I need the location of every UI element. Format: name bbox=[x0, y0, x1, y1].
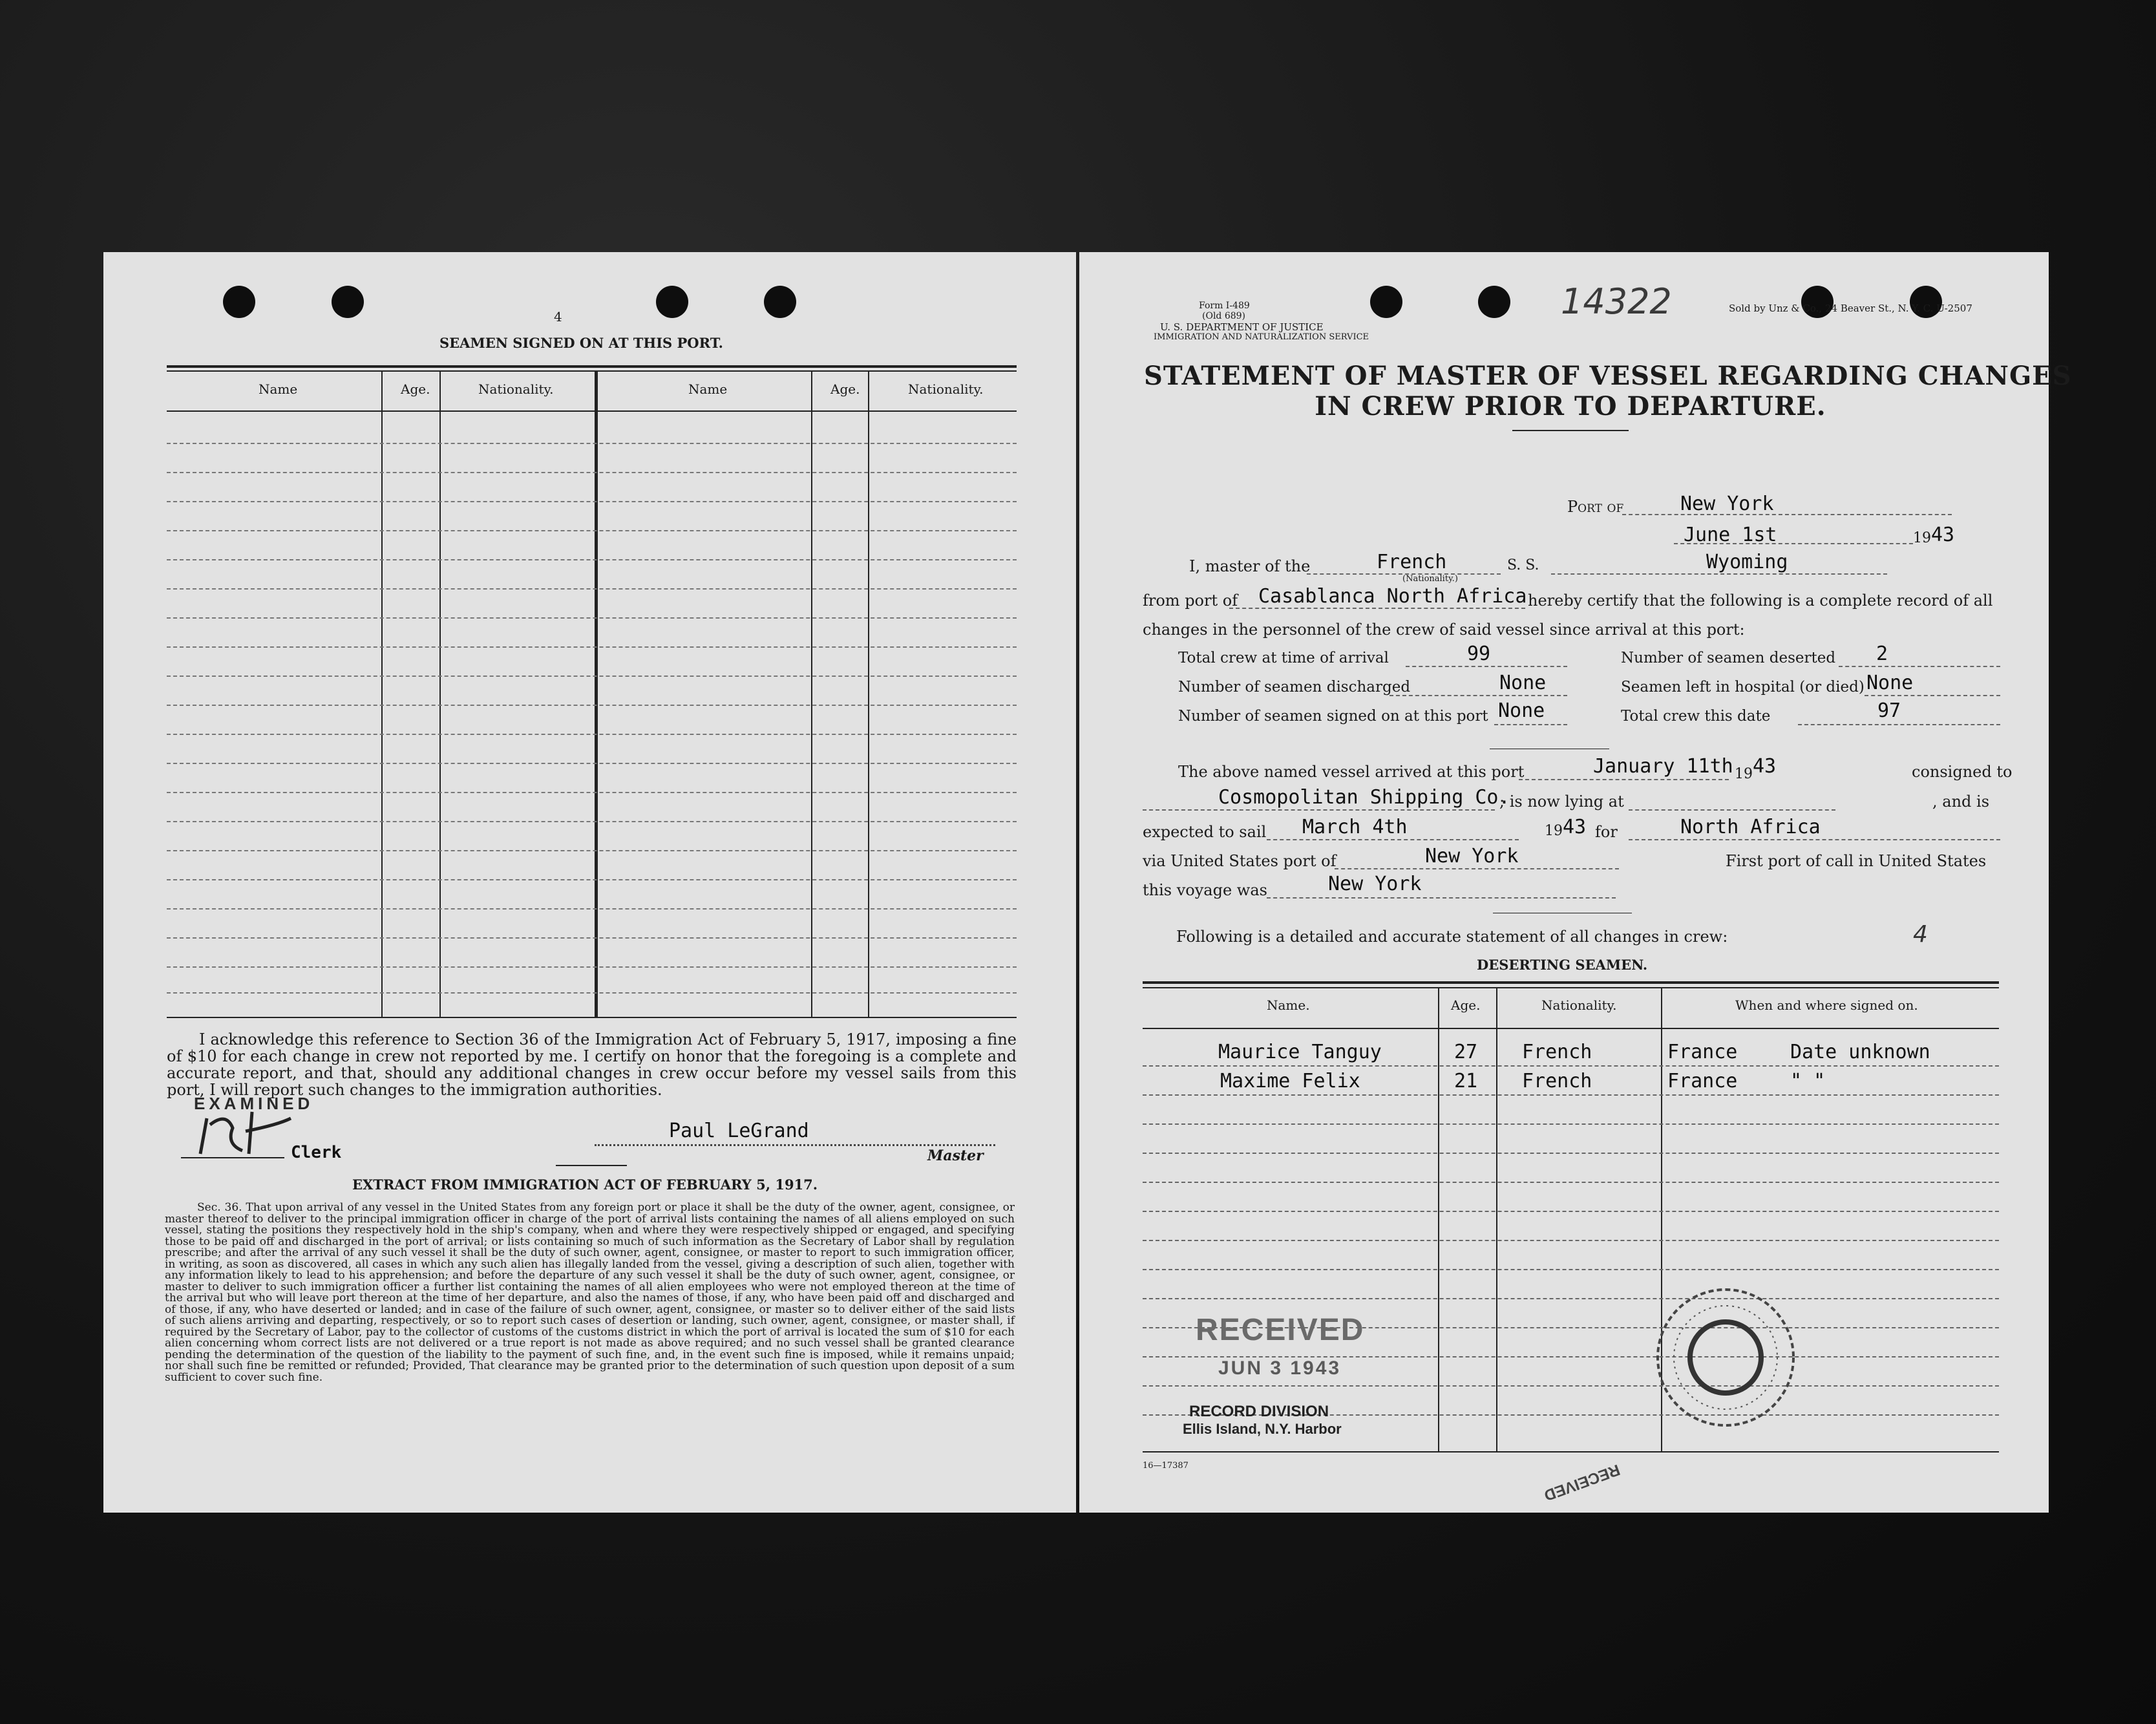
clerk-signature-line bbox=[181, 1157, 284, 1158]
master-of-label: I, master of the bbox=[1189, 557, 1311, 575]
table-bottom-rule bbox=[1143, 1451, 1999, 1453]
table-row bbox=[1143, 1385, 1999, 1387]
date-value: June 1st bbox=[1684, 524, 1777, 546]
column-divider bbox=[595, 370, 598, 1017]
table-row bbox=[167, 821, 1017, 822]
sail-year-prefix: 19 bbox=[1545, 823, 1563, 839]
port-field-line bbox=[1622, 514, 1952, 515]
total-crew-arrival-value: 99 bbox=[1467, 643, 1491, 665]
arrival-date-line bbox=[1519, 779, 1729, 780]
form-old-number: (Old 689) bbox=[1202, 311, 1246, 321]
field-line bbox=[1494, 724, 1567, 725]
expected-label: expected to sail bbox=[1143, 823, 1267, 841]
master-label: Master bbox=[927, 1147, 984, 1164]
punch-hole bbox=[764, 286, 796, 318]
table-row bbox=[167, 850, 1017, 851]
table-top-rule bbox=[167, 365, 1017, 368]
table-row bbox=[167, 501, 1017, 502]
deserter-name: Maurice Tanguy bbox=[1218, 1041, 1382, 1063]
voyage-label: this voyage was bbox=[1143, 881, 1267, 899]
table-row bbox=[1143, 1269, 1999, 1270]
deserter-date: Date unknown bbox=[1790, 1041, 1930, 1063]
column-divider bbox=[811, 370, 812, 1017]
year-value: 43 bbox=[1931, 524, 1955, 546]
for-label: for bbox=[1595, 823, 1618, 841]
from-port-field-line bbox=[1229, 608, 1525, 609]
sail-date-value: March 4th bbox=[1302, 816, 1408, 838]
table-top-rule bbox=[1143, 987, 1999, 988]
deserting-title: DESERTING SEAMEN. bbox=[1477, 957, 1648, 973]
examined-stamp: EXAMINED bbox=[194, 1094, 314, 1113]
received-rotated-stamp: RECEIVED bbox=[1541, 1460, 1622, 1504]
column-header-name: Name. bbox=[1267, 997, 1310, 1013]
column-header-name: Name bbox=[259, 381, 298, 397]
table-row bbox=[1143, 1123, 1999, 1125]
punch-hole bbox=[332, 286, 364, 318]
first-port-value: New York bbox=[1328, 873, 1422, 895]
deserter-age: 27 bbox=[1454, 1041, 1478, 1063]
clerk-initials-signature bbox=[181, 1099, 297, 1164]
table-row bbox=[167, 443, 1017, 444]
field-line bbox=[1798, 724, 2000, 725]
lying-at-line bbox=[1629, 809, 1835, 811]
table-header-rule bbox=[167, 410, 1017, 412]
column-header-age: Age. bbox=[401, 381, 430, 397]
destination-line bbox=[1629, 839, 2000, 840]
left-page bbox=[103, 252, 1076, 1513]
column-header-age: Age. bbox=[1451, 997, 1481, 1013]
discharged-label: Number of seamen discharged bbox=[1178, 679, 1411, 696]
arrival-year-prefix: 19 bbox=[1735, 766, 1753, 782]
signed-on-value: None bbox=[1498, 699, 1545, 722]
punch-hole bbox=[656, 286, 688, 318]
arrival-year-value: 43 bbox=[1753, 755, 1777, 778]
table-row bbox=[1143, 1240, 1999, 1241]
vessel-field-line bbox=[1551, 573, 1887, 575]
table-top-rule bbox=[167, 370, 1017, 372]
circular-seal-stamp bbox=[1648, 1280, 1803, 1435]
vessel-name: Wyoming bbox=[1706, 551, 1788, 573]
extract-title: EXTRACT FROM IMMIGRATION ACT OF FEBRUARY 5, 1917. bbox=[352, 1176, 818, 1193]
column-header-nationality: Nationality. bbox=[478, 381, 554, 397]
table-row bbox=[167, 966, 1017, 968]
column-header-signed-on: When and where signed on. bbox=[1735, 997, 1918, 1013]
deserter-place: France bbox=[1667, 1041, 1738, 1063]
master-signature-line bbox=[595, 1144, 995, 1146]
nationality-value: French bbox=[1377, 551, 1447, 573]
field-line bbox=[1390, 695, 1567, 696]
first-port-line bbox=[1267, 897, 1616, 899]
punch-hole bbox=[1370, 286, 1402, 318]
deserter-nationality: French bbox=[1522, 1070, 1592, 1092]
hospital-value: None bbox=[1866, 672, 1914, 694]
and-is-label: , and is bbox=[1932, 793, 1990, 811]
form-title-line2: IN CREW PRIOR TO DEPARTURE. bbox=[1315, 391, 1826, 421]
arrived-label: The above named vessel arrived at this port bbox=[1178, 763, 1525, 781]
title-underline bbox=[1512, 430, 1629, 431]
column-divider bbox=[381, 370, 383, 1017]
deserter-date: " " bbox=[1790, 1070, 1826, 1092]
ellis-island-stamp: Ellis Island, N.Y. Harbor bbox=[1183, 1421, 1342, 1437]
via-port-value: New York bbox=[1425, 845, 1519, 867]
table-row bbox=[1143, 1153, 1999, 1154]
field-line bbox=[1865, 695, 2000, 696]
consignee-line bbox=[1143, 809, 1495, 811]
total-crew-arrival-label: Total crew at time of arrival bbox=[1178, 650, 1389, 666]
deserted-label: Number of seamen deserted bbox=[1621, 650, 1836, 666]
table-row bbox=[167, 472, 1017, 473]
page-number: 4 bbox=[554, 309, 562, 325]
table-row bbox=[167, 763, 1017, 764]
table-row bbox=[1143, 1211, 1999, 1212]
table-row bbox=[167, 559, 1017, 560]
column-divider bbox=[868, 370, 869, 1017]
column-divider bbox=[1438, 987, 1439, 1453]
deserted-value: 2 bbox=[1876, 643, 1888, 665]
section-title: SEAMEN SIGNED ON AT THIS PORT. bbox=[439, 335, 723, 351]
printer-credit: Sold by Unz & Co., 24 Beaver St., N. Y. C. U-2507 bbox=[1729, 303, 1972, 314]
column-divider bbox=[1496, 987, 1497, 1453]
changes-text: changes in the personnel of the crew of said vessel since arrival at this port: bbox=[1143, 621, 1745, 639]
ss-label: S. S. bbox=[1507, 557, 1539, 573]
column-divider bbox=[439, 370, 441, 1017]
column-header-age: Age. bbox=[830, 381, 860, 397]
following-text: Following is a detailed and accurate statement of all changes in crew: bbox=[1176, 928, 1728, 946]
extract-text: Sec. 36. That upon arrival of any vessel in the United States from any foreign port or place it shall be the duty of the owner, agent, consignee, or master thereof to deliver to the principal immigration officer in charge of the port of arrival lists containing the names of all aliens employed on such vessel, stating the positions they respectively hold in the ship's company, when and where they were respectively shipped or engaged, and specifying those to be paid off and discharged in the port of arrival; or lists containing so much of such information as the Secretary of Labor shall by regulation prescribe; and after the arrival of any such vessel it shall be the duty of such owner, agent, consignee, or master to report to such immigration officer, in writing, as soon as discovered, all cases in which any such alien has illegally landed from the vessel, giving a description of such alien, together with any information likely to lead to his apprehension; and before the departure of any such vessel it shall be the duty of such owner, agent, consignee, or master to deliver to such immigration officer a further list containing the names of all alien employees who were not employed thereon at the time of the arrival but who will leave port thereon at the time of her departure, and also the names of those, if any, who have been paid off and discharged and of those, if any, who have deserted or landed; and in case of the failure of such owner, agent, consignee, or master so to deliver either of the said lists of such aliens arriving and departing, respectively, or so to report such cases of desertion or landing, such owner, agent, consignee, or master shall, if required by the Secretary of Labor, pay to the collector of customs of the customs district in which the port of arrival is located the sum of $10 for each alien concerning whom correct lists are not delivered or a true report is not made as above required; and no such vessel shall be granted clearance pending the determination of the question of the liability to the payment of such fine, and, in the event such fine is imposed, while it remains unpaid; nor shall such fine be remitted or refunded; Provided, That clearance may be granted prior to the determination of such question upon deposit of a sum sufficient to cover such fine. bbox=[165, 1201, 1015, 1384]
hospital-label: Seamen left in hospital (or died) bbox=[1621, 679, 1865, 696]
via-port-label: via United States port of bbox=[1143, 852, 1337, 870]
table-row bbox=[167, 676, 1017, 677]
acknowledgment-text: I acknowledge this reference to Section 36 of the Immigration Act of February 5, 1917, imposing a fine of $10 for each change in crew not reported by me. I certify on honor that the foregoing is a complete and accurate report, and that, should any additional changes in crew occur before my vessel sails from this port, I will report such changes to the immigration authorities. bbox=[167, 1030, 1017, 1099]
table-row bbox=[167, 705, 1017, 706]
deserter-age: 21 bbox=[1454, 1070, 1478, 1092]
right-page bbox=[1079, 252, 2072, 1513]
separator-rule bbox=[556, 1165, 627, 1166]
clerk-label: Clerk bbox=[291, 1143, 342, 1162]
table-row bbox=[1143, 1182, 1999, 1183]
handwritten-file-number: 14322 bbox=[1561, 281, 1672, 322]
total-crew-date-value: 97 bbox=[1877, 699, 1901, 722]
deserter-nationality: French bbox=[1522, 1041, 1592, 1063]
sail-date-line bbox=[1267, 839, 1519, 840]
field-line bbox=[1406, 666, 1567, 667]
first-port-label: First port of call in United States bbox=[1726, 852, 1987, 870]
signed-on-label: Number of seamen signed on at this port bbox=[1178, 708, 1488, 725]
table-row bbox=[1143, 1065, 1999, 1067]
discharged-value: None bbox=[1499, 672, 1547, 694]
table-row bbox=[167, 879, 1017, 880]
department-name: U. S. DEPARTMENT OF JUSTICE bbox=[1160, 321, 1324, 333]
deserter-name: Maxime Felix bbox=[1220, 1070, 1360, 1092]
received-stamp-date: JUN 3 1943 bbox=[1218, 1357, 1342, 1379]
total-crew-date-label: Total crew this date bbox=[1621, 708, 1771, 725]
certify-text: hereby certify that the following is a complete record of all bbox=[1528, 591, 1993, 610]
received-stamp: RECEIVED bbox=[1196, 1313, 1365, 1347]
nationality-caption: (Nationality.) bbox=[1402, 574, 1458, 584]
port-label: Port of bbox=[1567, 498, 1624, 516]
master-signature: Paul LeGrand bbox=[669, 1120, 809, 1142]
from-port-value: Casablanca North Africa bbox=[1258, 585, 1527, 608]
table-row bbox=[167, 908, 1017, 910]
consignee-value: Cosmopolitan Shipping Co. bbox=[1218, 786, 1510, 809]
table-row bbox=[1143, 1298, 1999, 1299]
record-division-stamp: RECORD DIVISION bbox=[1189, 1403, 1329, 1420]
from-port-label: from port of bbox=[1143, 591, 1238, 610]
lying-at-label: ; is now lying at bbox=[1499, 793, 1624, 811]
destination-value: North Africa bbox=[1680, 816, 1821, 838]
change-count: 4 bbox=[1913, 921, 1928, 948]
column-header-name: Name bbox=[688, 381, 728, 397]
port-value: New York bbox=[1680, 493, 1774, 515]
service-name: IMMIGRATION AND NATURALIZATION SERVICE bbox=[1154, 332, 1369, 342]
column-header-nationality: Nationality. bbox=[1541, 997, 1617, 1013]
table-row bbox=[167, 617, 1017, 619]
print-code: 16—17387 bbox=[1143, 1461, 1189, 1471]
form-title-line1: STATEMENT OF MASTER OF VESSEL REGARDING CHANGES bbox=[1144, 361, 2072, 391]
arrival-date-value: January 11th bbox=[1593, 755, 1733, 778]
table-row bbox=[167, 992, 1017, 994]
table-row bbox=[167, 588, 1017, 590]
column-header-nationality: Nationality. bbox=[908, 381, 984, 397]
table-row bbox=[1143, 1094, 1999, 1096]
deserter-place: France bbox=[1667, 1070, 1738, 1092]
form-number: Form I-489 bbox=[1199, 301, 1250, 311]
year-prefix: 19 bbox=[1913, 530, 1931, 546]
via-port-line bbox=[1335, 868, 1619, 869]
punch-hole bbox=[223, 286, 255, 318]
table-row bbox=[167, 646, 1017, 648]
table-bottom-rule bbox=[167, 1017, 1017, 1018]
table-row bbox=[167, 734, 1017, 735]
table-top-rule bbox=[1143, 981, 1999, 984]
table-row bbox=[167, 937, 1017, 939]
table-row bbox=[167, 530, 1017, 531]
consigned-to-label: consigned to bbox=[1912, 763, 2013, 781]
sail-year-value: 43 bbox=[1563, 816, 1587, 838]
field-line bbox=[1839, 666, 2000, 667]
punch-hole bbox=[1478, 286, 1510, 318]
table-row bbox=[167, 792, 1017, 793]
table-header-rule bbox=[1143, 1028, 1999, 1029]
